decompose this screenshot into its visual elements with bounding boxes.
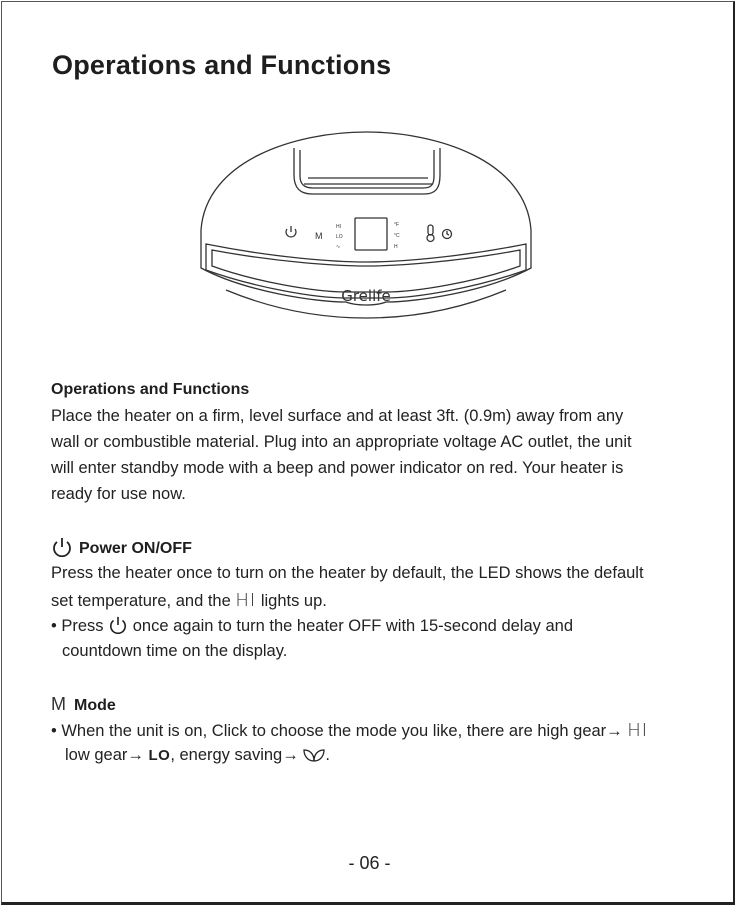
svg-text:M: M xyxy=(315,231,323,241)
power-line2-text: set temperature, and the xyxy=(51,592,231,610)
intro-line: wall or combustible material. Plug into an appropriate voltage AC outlet, the unit xyxy=(51,433,632,451)
intro-line: Place the heater on a firm, level surface and at least 3ft. (0.9m) away from any xyxy=(51,407,624,425)
mode-section-heading xyxy=(51,694,116,715)
intro-paragraph xyxy=(51,403,632,507)
power-icon xyxy=(51,537,73,557)
power-icon xyxy=(108,616,128,634)
mode-line-end: . xyxy=(325,746,330,764)
power-section-heading xyxy=(51,537,192,558)
lo-indicator-glyph: LO xyxy=(148,747,171,764)
heater-illustration xyxy=(196,120,536,335)
mode-bullet-text: • When the unit is on, Click to choose the mode you like, there are high gear→ xyxy=(51,722,623,740)
mode-icon: M xyxy=(51,694,66,714)
intro-line: ready for use now. xyxy=(51,485,186,503)
svg-text:°C: °C xyxy=(394,233,400,239)
leaf-icon xyxy=(303,747,325,763)
svg-text:LO: LO xyxy=(336,234,343,240)
svg-text:°F: °F xyxy=(394,222,400,228)
brand-logo: Grelife xyxy=(341,287,391,305)
hi-indicator-glyph: HI xyxy=(627,720,649,741)
low-gear-text: low gear→ xyxy=(65,746,144,764)
power-bullet-continuation: countdown time on the display. xyxy=(62,642,288,660)
power-line2 xyxy=(51,590,327,611)
power-bullet xyxy=(51,616,573,636)
intro-line: will enter standby mode with a beep and power indicator on red. Your heater is xyxy=(51,459,624,477)
mode-bullet-line2 xyxy=(65,746,330,765)
svg-text:H: H xyxy=(394,244,398,250)
power-bullet-text-after: once again to turn the heater OFF with 15-second delay and xyxy=(132,617,574,635)
energy-saving-text: , energy saving→ xyxy=(170,746,299,764)
hi-indicator-glyph: HI xyxy=(235,590,257,611)
svg-text:∿: ∿ xyxy=(336,244,341,250)
mode-bullet-line1 xyxy=(51,720,648,741)
page-title: Operations and Functions xyxy=(52,50,392,80)
intro-heading: Operations and Functions xyxy=(51,381,250,398)
power-bullet-text: • Press xyxy=(51,617,104,635)
page-number: - 06 - xyxy=(348,853,391,873)
svg-text:HI: HI xyxy=(336,224,341,230)
mode-heading-label: Mode xyxy=(74,697,116,714)
power-heading-label: Power ON/OFF xyxy=(79,540,192,557)
power-line1: Press the heater once to turn on the heater by default, the LED shows the default xyxy=(51,564,644,582)
power-line2-text-after: lights up. xyxy=(260,592,327,610)
